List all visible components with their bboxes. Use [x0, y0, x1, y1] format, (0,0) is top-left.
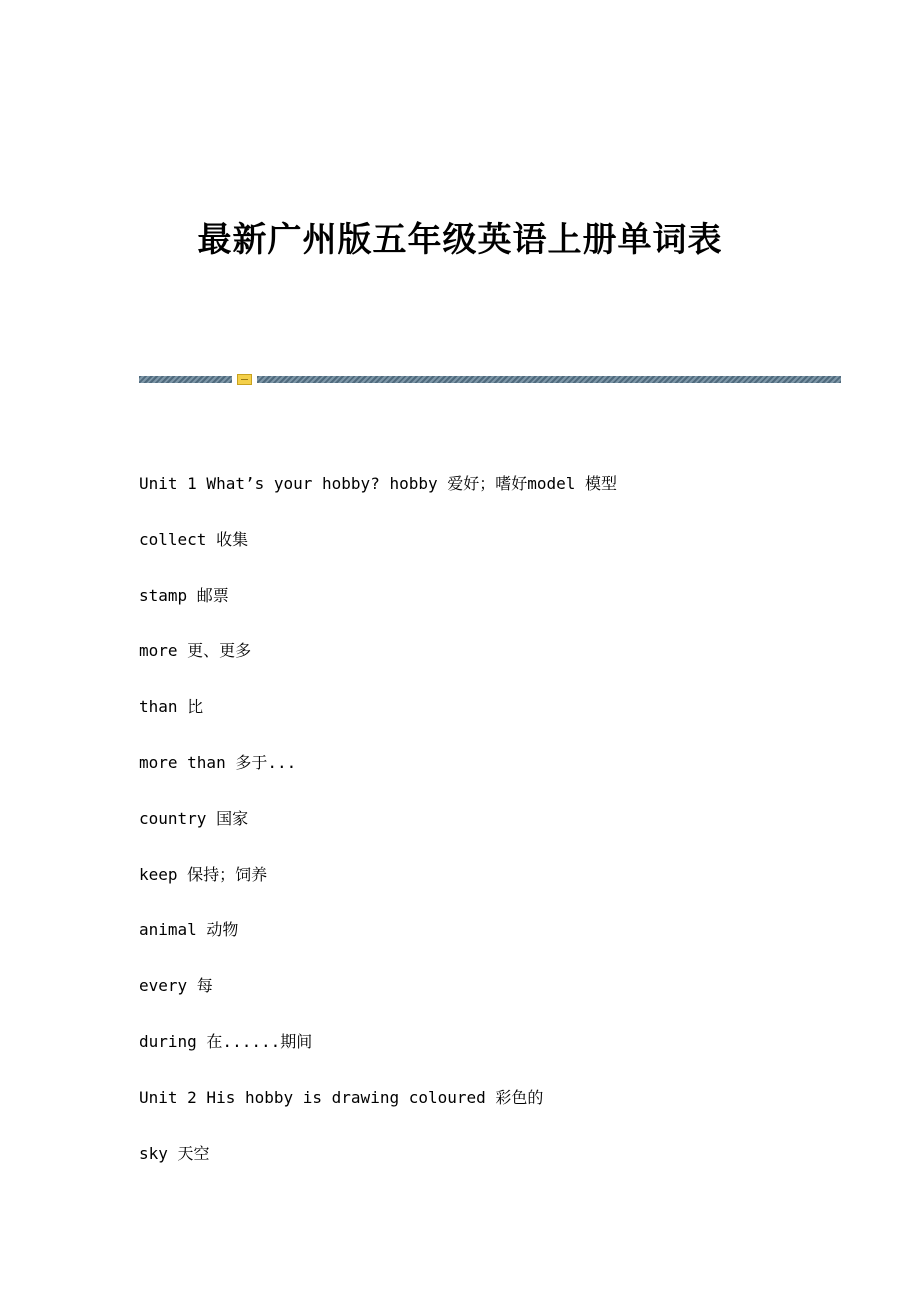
vocabulary-list: [139, 466, 839, 1191]
vocabulary-line: country 国家: [139, 808, 249, 828]
document-title: 最新广州版五年级英语上册单词表: [197, 220, 723, 260]
vocabulary-line: keep 保持；饲养: [139, 864, 268, 884]
vocabulary-line: than 比: [139, 697, 204, 717]
vocabulary-line: animal 动物: [139, 920, 239, 940]
vocabulary-line: Unit 2 His hobby is drawing coloured 彩色的: [139, 1087, 544, 1107]
vocabulary-line: more than 多于...: [139, 752, 297, 772]
vocabulary-line: during 在......期间: [139, 1031, 313, 1051]
vocabulary-line: collect 收集: [139, 529, 249, 549]
vocabulary-line: sky 天空: [139, 1143, 210, 1163]
divider-emblem-icon: [237, 374, 252, 385]
divider-bar-right: [257, 376, 841, 383]
vocabulary-line: stamp 邮票: [139, 585, 229, 605]
title-divider: [139, 373, 841, 385]
vocabulary-line: Unit 1 What’s your hobby? hobby 爱好；嗜好model 模型: [139, 474, 618, 493]
vocabulary-line: every 每: [139, 976, 213, 996]
vocabulary-line: more 更、更多: [139, 641, 252, 661]
divider-bar-left: [139, 376, 232, 383]
